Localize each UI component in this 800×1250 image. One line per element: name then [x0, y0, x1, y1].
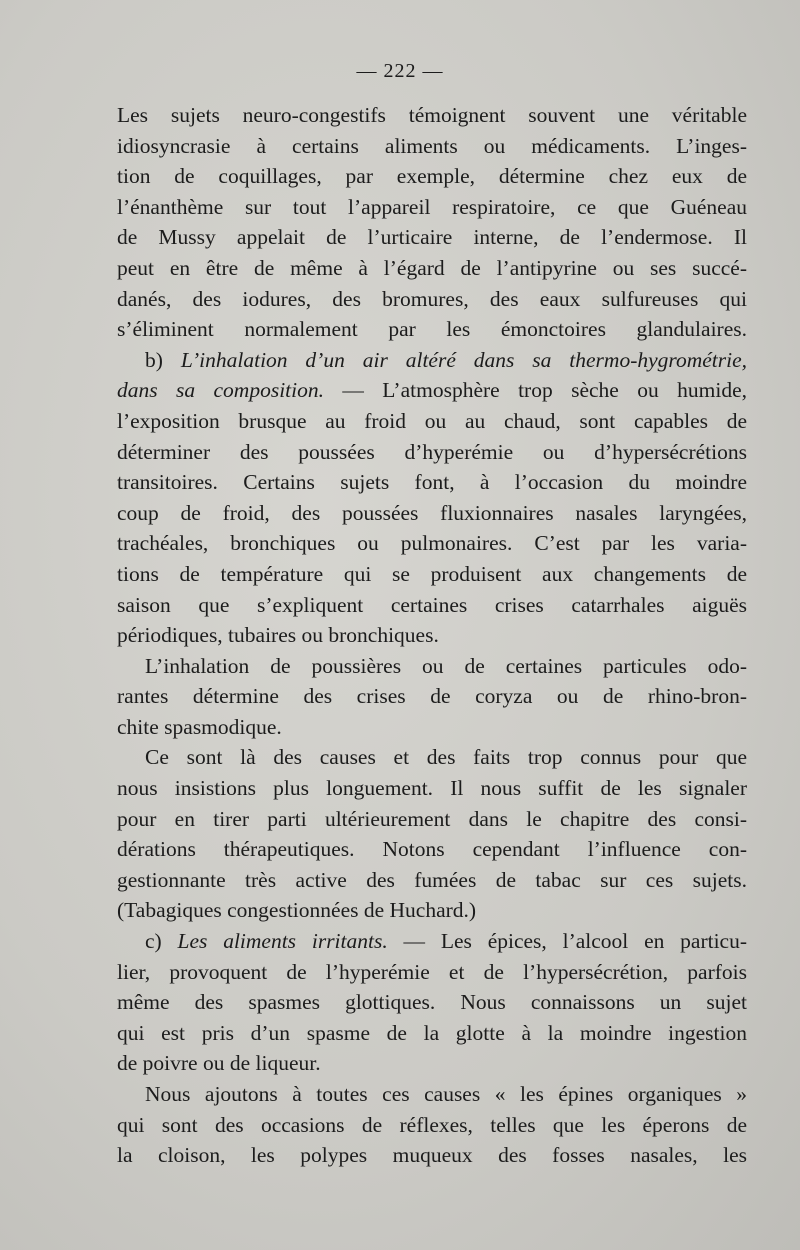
section-title: L’inhalation d’un air altéré dans sa thermo-hygrométrie, [180, 347, 748, 372]
text-line: rantes détermine des crises de coryza ou de rhino-bron- [117, 684, 747, 709]
text-line: tion de coquillages, par exemple, détermine chez eux de [117, 164, 747, 189]
text-line: même des spasmes glottiques. Nous connaissons un sujet [117, 990, 747, 1015]
text-line: peut en être de même à l’égard de l’antipyrine ou ses succé- [117, 255, 747, 280]
text-line: qui est pris d’un spasme de la glotte à la moindre ingestion [117, 1020, 747, 1045]
text-line: l’exposition brusque au froid ou au chaud, sont capables de [117, 408, 747, 433]
text-line: gestionnante très active des fumées de tabac sur ces sujets. [117, 867, 747, 892]
text-line: transitoires. Certains sujets font, à l’occasion du moindre [117, 470, 747, 495]
text-line: Ce sont là des causes et des faits trop connus pour que [145, 745, 747, 770]
text-line: lier, provoquent de l’hyperémie et de l’hypersécrétion, parfois [117, 959, 747, 984]
text-line: trachéales, bronchiques ou pulmonaires. C’est par les varia- [117, 531, 747, 556]
text-line: coup de froid, des poussées fluxionnaires nasales laryngées, [117, 500, 747, 525]
text-line [117, 375, 747, 406]
section-label: b) [145, 347, 163, 372]
text-line: L’inhalation de poussières ou de certaines particules odo- [145, 653, 747, 678]
text-line: de Mussy appelait de l’urticaire interne, de l’endermose. Il [117, 225, 747, 250]
section-lead: — Les épices, l’alcool en particu- [387, 929, 748, 954]
text-line: tions de température qui se produisent aux changements de [117, 561, 747, 586]
text-line: (Tabagiques congestionnées de Huchard.) [117, 898, 477, 923]
text-line: saison que s’expliquent certaines crises catarrhales aiguës [117, 592, 747, 617]
text-line: nous insistions plus longuement. Il nous suffit de les signaler [117, 776, 747, 801]
text-line: Les sujets neuro-congestifs témoignent souvent une véritable [117, 103, 747, 127]
page-number: — 222 — [356, 60, 444, 82]
text-line: dérations thérapeutiques. Notons cependant l’influence con- [117, 837, 747, 862]
text-line: déterminer des poussées d’hyperémie ou d’hypersécrétions [117, 439, 747, 464]
text-line: pour en tirer parti ultérieurement dans le chapitre des consi- [117, 806, 747, 831]
section-heading-c [117, 926, 747, 957]
body-text [117, 100, 747, 1171]
text-line: idiosyncrasie à certains aliments ou médicaments. L’inges- [117, 133, 747, 158]
text-line: chite spasmodique. [117, 714, 282, 739]
text-line: danés, des iodures, des bromures, des eaux sulfureuses qui [117, 286, 747, 311]
section-title: Les aliments irritants. [177, 929, 388, 954]
text-line: l’énanthème sur tout l’appareil respiratoire, ce que Guéneau [117, 194, 747, 219]
section-title-cont: dans sa composition. [117, 378, 324, 403]
text-line: Nous ajoutons à toutes ces causes « les épines organiques » [145, 1082, 747, 1106]
text-line: qui sont des occasions de réflexes, telles que les éperons de [117, 1112, 747, 1137]
text-line: s’éliminent normalement par les émonctoires glandulaires. [117, 317, 747, 342]
text-line: périodiques, tubaires ou bronchiques. [117, 623, 439, 648]
text-line: la cloison, les polypes muqueux des fosses nasales, les [117, 1143, 747, 1168]
section-label: c) [145, 929, 162, 954]
section-lead: — L’atmosphère trop sèche ou humide, [324, 378, 747, 403]
text-line: de poivre ou de liqueur. [117, 1051, 321, 1076]
section-heading-b [117, 345, 747, 376]
